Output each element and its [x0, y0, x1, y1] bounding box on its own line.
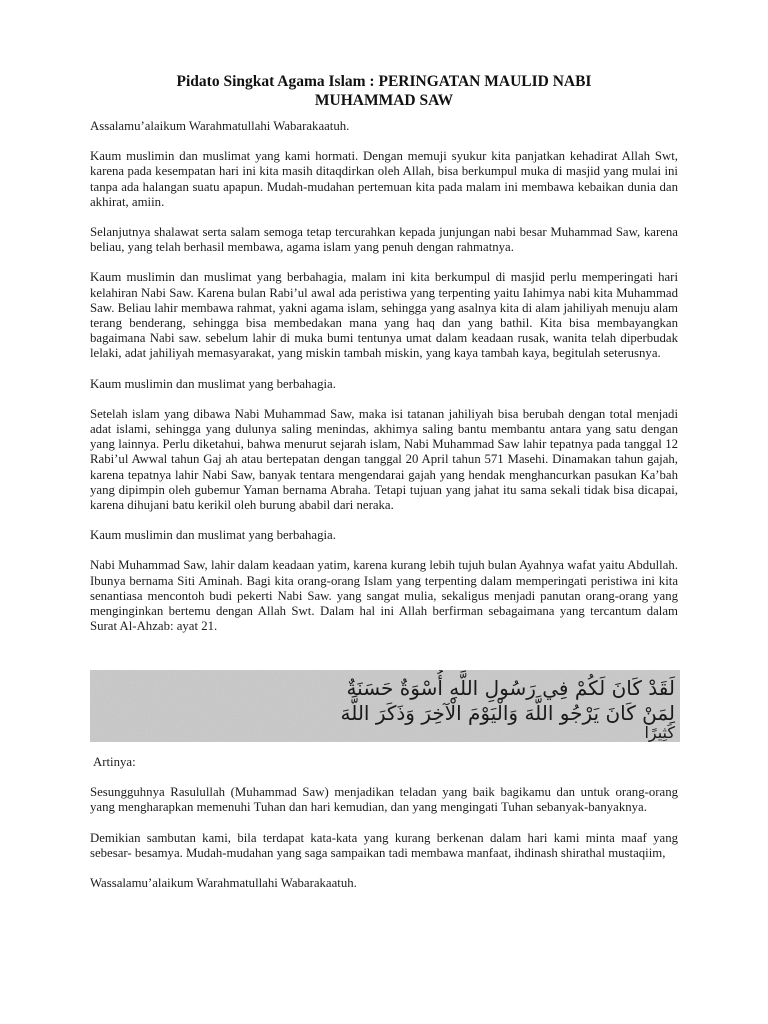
body-paragraph: Selanjutnya shalawat serta salam semoga tetap tercurahkan kepada junjungan nabi besar Muhammad Saw, karena beliau, yang telah berhasil membawa, agama islam yang penuh dengan rahmatnya.: [90, 225, 678, 255]
title-line-2: MUHAMMAD SAW: [314, 92, 454, 109]
greeting-paragraph: Assalamu’alaikum Warahmatullahi Wabarakaatuh.: [90, 119, 350, 133]
body-paragraph: Nabi Muhammad Saw, lahir dalam keadaan yatim, karena kurang lebih tujuh bulan Ayahnya wafat yaitu Abdullah. Ibunya bernama Siti Aminah. Bagi kita orang-orang Islam yang terpenting dalam memperingati peristiwa ini kita senantiasa mencontoh budi pekerti Nabi Saw. yang sangat mulia, sekaligus menjadi panutan orang-orang yang menginginkan bertemu dengan Allah Swt. Dalam hal ini Allah berfirman sebagaimana yang tercantum dalam Surat Al-Ahzab: ayat 21.: [90, 558, 678, 634]
body-paragraph: Kaum muslimin dan muslimat yang berbahagia, malam ini kita berkumpul di masjid perlu memperingati hari kelahiran Nabi Saw. Karena bulan Rabi’ul awal ada peristiwa yang terpenting yaitu Iahimya nabi kita Muhammad Saw. Beliau lahir membawa rahmat, yakni agama islam, sehingga yang asalnya kita di alam jahiliyah menuju alam terang benderang, sehingga bisa membedakan mana yang haq dan yang bathil. Kita bisa membayangkan bagaimana Nabi saw. sebelum lahir di muka bumi tentunya umat dalam keadaan rusak, wanita telah diperbudak lelaki, adat jahiliyah memasyarakat, yang miskin tambah miskin, yang kaya tambah kaya, begitulah seterusnya.: [90, 270, 678, 361]
body-paragraph: Kaum muslimin dan muslimat yang berbahagia.: [90, 528, 336, 543]
body-paragraph: Kaum muslimin dan muslimat yang berbahagia.: [90, 376, 336, 391]
arabic-verse-line-2: لِمَنْ كَانَ يَرْجُو اللَّهَ وَالْيَوْمَ الْآخِرَ وَذَكَرَ اللَّهَ: [340, 701, 675, 725]
arabic-verse-line-3: كَثِيرًا: [644, 723, 675, 742]
closing-paragraph: Demikian sambutan kami, bila terdapat kata-kata yang kurang berkenan dalam hari kami minta maaf yang sebesar- besamya. Mudah-mudahan yang saga sampaikan tadi membawa manfaat, ihdinash shirathal mustaqiim,: [90, 830, 678, 860]
farewell-paragraph: Wassalamu’alaikum Warahmatullahi Wabarakaatuh.: [90, 876, 357, 891]
arabic-verse-line-1: لَقَدْ كَانَ لَكُمْ فِي رَسُولِ اللَّهِ أُسْوَةٌ حَسَنَةٌ: [346, 676, 675, 700]
document-lower-body: [90, 755, 678, 906]
body-paragraph: Setelah islam yang dibawa Nabi Muhammad Saw, maka isi tatanan jahiliyah bisa berubah dengan total menjadi adat islami, sehingga yang dulunya saling menindas, akhimya saling bantu membantu antara yang satu dengan yang lainnya. Perlu diketahui, bahwa menurut sejarah islam, Nabi Muhammad Saw lahir tepatnya pada tanggal 12 Rabi’ul Awwal tahun Gaj ah atau bertepatan dengan tanggal 20 April tahun 571 Masehi. Dinamakan tahun gajah, karena tepatnya lahir Nabi Saw, banyak tentara mengendarai gajah yang hendak menghancurkan pasukan Ka’bah yang dipimpin oleh gubemur Yaman bernama Abraha. Tetapi tujuan yang jahat itu sama sekali tidak bisa dicapai, karena dihujani batu kerikil oleh burung ababil dari neraka.: [90, 406, 678, 513]
body-paragraph: Kaum muslimin dan muslimat yang kami hormati. Dengan memuji syukur kita panjatkan kehadirat Allah Swt, karena pada kesempatan hari ini kita masih ditaqdirkan oleh Allah, bisa berkumpul muka di masjid yang mulai ini tanpa ada halangan suatu apapun. Mudah-mudahan pertemuan kita pada malam ini membawa kebaikan dunia dan akhirat, amiin.: [90, 149, 678, 209]
document-title: [90, 72, 678, 110]
translation-label: Artinya:: [93, 755, 136, 769]
arabic-verse-image: [90, 670, 680, 742]
title-line-1: Pidato Singkat Agama Islam : PERINGATAN MAULID NABI: [176, 73, 592, 90]
document-body: [90, 119, 678, 649]
translation-paragraph: Sesungguhnya Rasulullah (Muhammad Saw) menjadikan teladan yang baik bagikamu dan untuk orang-orang yang mengharapkan memenuhi Tuhan dan hari kemudian, dan yang mengingati Tuhan sebanyak-banyaknya.: [90, 785, 678, 815]
